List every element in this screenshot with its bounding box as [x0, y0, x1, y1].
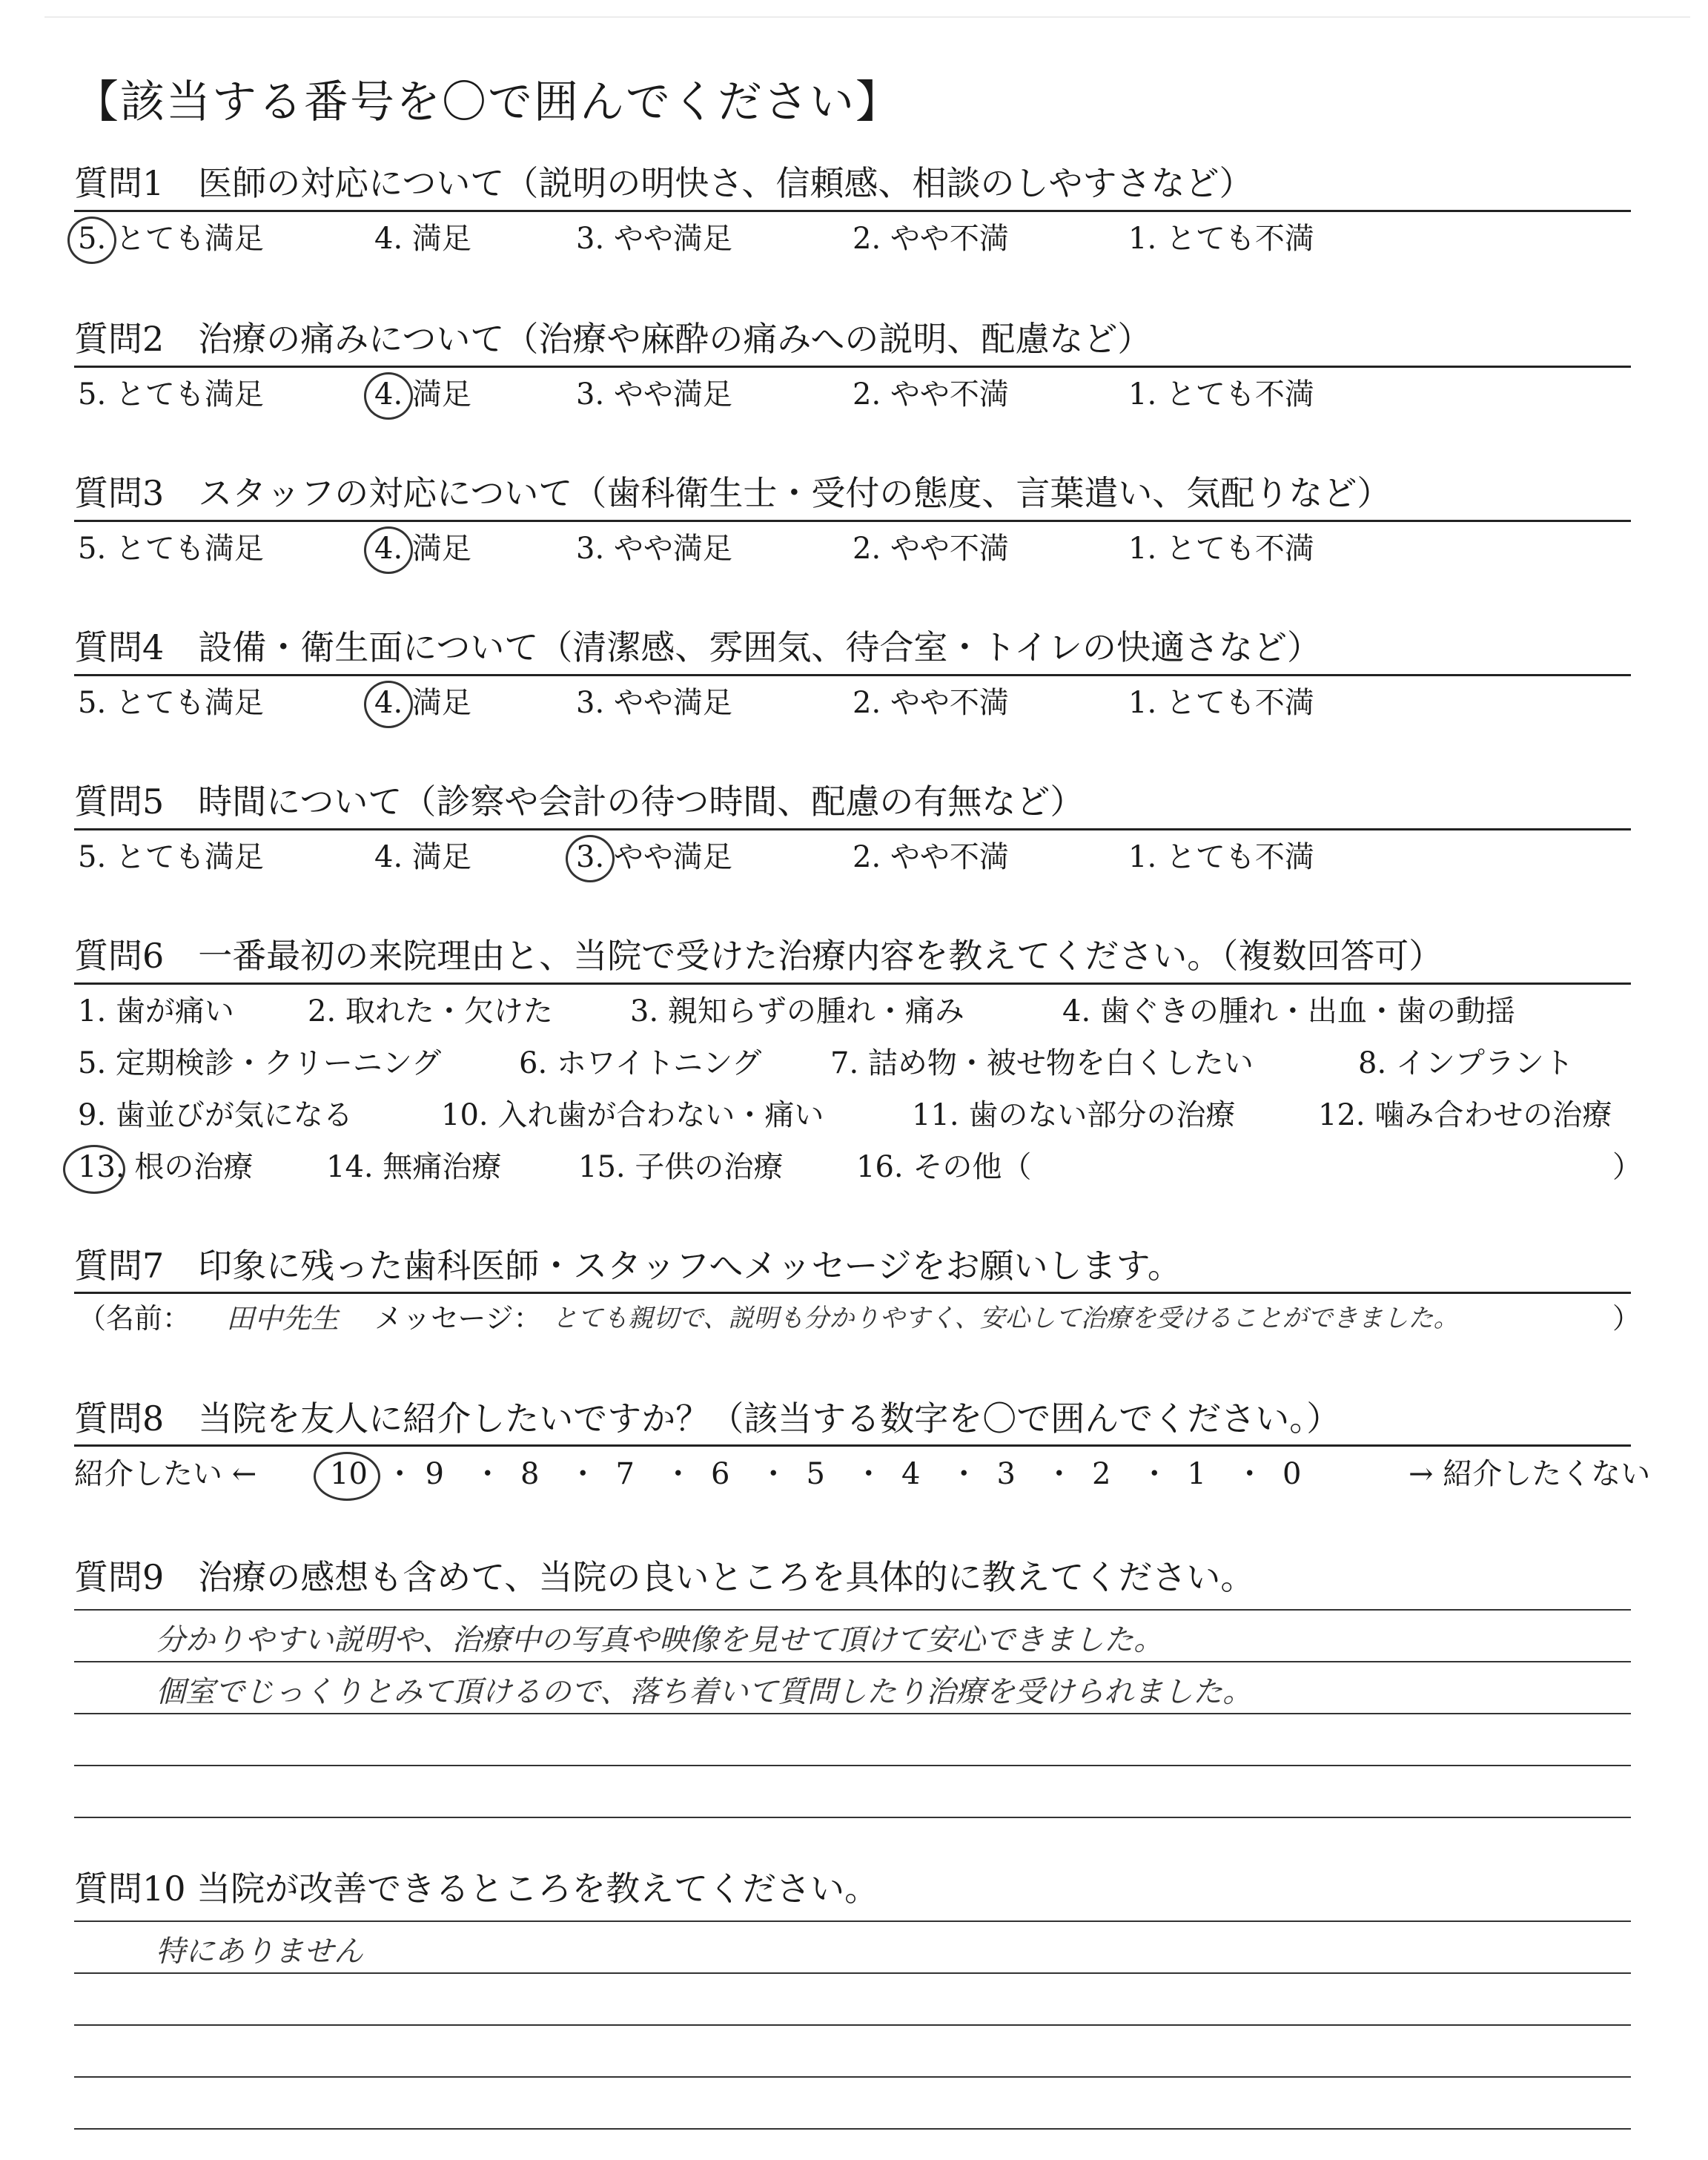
q8-scale-8[interactable]: 8 — [520, 1457, 540, 1491]
q2-option-5[interactable]: 5. とても満足 — [78, 377, 264, 412]
q3-option-3[interactable]: 3. やや満足 — [576, 532, 732, 566]
q6-option[interactable]: 2. 取れた・欠けた — [308, 994, 553, 1028]
q8-separator: ・ — [568, 1457, 598, 1491]
q8-separator: ・ — [1139, 1457, 1170, 1491]
q3-option-2[interactable]: 2. やや不満 — [853, 532, 1009, 566]
q3-rule — [74, 520, 1631, 522]
q9-answer-line — [74, 1661, 1631, 1662]
q8-rule — [74, 1444, 1631, 1447]
q3-selected-circle — [364, 526, 413, 574]
q1-option-2[interactable]: 2. やや不満 — [853, 222, 1009, 256]
q5-option-1[interactable]: 1. とても不満 — [1128, 840, 1314, 874]
q8-scale-3[interactable]: 3 — [996, 1457, 1016, 1491]
q1-option-4[interactable]: 4. 満足 — [374, 222, 471, 256]
q6-row-4 — [78, 1148, 1642, 1186]
q8-scale-7[interactable]: 7 — [615, 1457, 635, 1491]
q8-title: 質問8 当院を友人に紹介したいですか？（該当する数字を〇で囲んでください。） — [74, 1398, 1341, 1439]
q7-message-value[interactable]: とても親切で、説明も分かりやすく、安心して治療を受けることができました。 — [552, 1304, 1459, 1333]
q4-option-2[interactable]: 2. やや不満 — [853, 686, 1009, 720]
q10-title: 質問10 当院が改善できるところを教えてください。 — [74, 1869, 879, 1909]
q9-answer-line — [74, 1609, 1631, 1611]
q6-option[interactable]: 7. 詰め物・被せ物を白くしたい — [830, 1046, 1254, 1080]
q6-option[interactable]: 3. 親知らずの腫れ・痛み — [630, 994, 964, 1028]
q6-selected-circle — [63, 1145, 125, 1194]
q2-option-1[interactable]: 1. とても不満 — [1128, 377, 1314, 412]
q4-selected-circle — [364, 681, 413, 728]
q3-title-text: 質問3 スタッフの対応について（歯科衛生士・受付の態度、言葉遣い、気配りなど） — [74, 473, 1391, 513]
q9-answer-line — [74, 1817, 1631, 1818]
q1-title-text: 質問1 医師の対応について（説明の明快さ、信頼感、相談のしやすさなど） — [74, 163, 1254, 203]
q6-option[interactable]: 6. ホワイトニング — [519, 1046, 762, 1080]
q4-title — [74, 627, 1631, 667]
q5-option-4[interactable]: 4. 満足 — [374, 840, 471, 874]
q1-title — [74, 163, 1631, 203]
q1-options — [78, 219, 1635, 258]
q6-other-close-paren: ） — [1612, 1150, 1642, 1184]
q7-name-value[interactable]: 田中先生 — [226, 1302, 340, 1335]
q5-option-2[interactable]: 2. やや不満 — [853, 840, 1009, 874]
q1-option-1[interactable]: 1. とても不満 — [1128, 222, 1314, 256]
q10-answer-line — [74, 1920, 1631, 1922]
q8-scale-1[interactable]: 1 — [1187, 1457, 1206, 1491]
q2-title — [74, 319, 1631, 359]
q8-separator: ・ — [853, 1457, 884, 1491]
q1-option-5[interactable]: 5. とても満足 — [78, 222, 264, 256]
q6-option[interactable]: 9. 歯並びが気になる — [78, 1098, 353, 1132]
q4-options — [78, 684, 1635, 722]
q9-answer-text[interactable]: 個室でじっくりとみて頂けるので、落ち着いて質問したり治療を受けられました。 — [156, 1675, 1253, 1709]
q7-rule — [74, 1292, 1631, 1294]
q10-answer-line — [74, 2024, 1631, 2026]
q8-separator: ・ — [663, 1457, 693, 1491]
q6-row-1 — [78, 992, 1635, 1031]
q2-option-3[interactable]: 3. やや満足 — [576, 377, 732, 412]
q2-title-text: 質問2 治療の痛みについて（治療や麻酔の痛みへの説明、配慮など） — [74, 319, 1152, 359]
q8-separator: ・ — [949, 1457, 979, 1491]
q9-title: 質問9 治療の感想も含めて、当院の良いところを具体的に教えてください。 — [74, 1557, 1255, 1597]
q2-option-4[interactable]: 4. 満足 — [374, 377, 471, 412]
q5-rule — [74, 828, 1631, 830]
q6-option[interactable]: 1. 歯が痛い — [78, 994, 234, 1028]
q2-option-2[interactable]: 2. やや不満 — [853, 377, 1009, 412]
q8-scale-6[interactable]: 6 — [711, 1457, 730, 1491]
q4-option-1[interactable]: 1. とても不満 — [1128, 686, 1314, 720]
q8-separator: ・ — [472, 1457, 503, 1491]
scan-top-edge — [44, 16, 1690, 18]
q7-close-paren: ） — [1612, 1302, 1641, 1335]
q7-title: 質問7 印象に残った歯科医師・スタッフへメッセージをお願いします。 — [74, 1246, 1182, 1286]
q6-option[interactable]: 8. インプラント — [1358, 1046, 1574, 1080]
q7-name-label: （名前： — [78, 1302, 191, 1335]
q10-answer-line — [74, 2128, 1631, 2130]
q1-option-3[interactable]: 3. やや満足 — [576, 222, 732, 256]
q3-option-1[interactable]: 1. とても不満 — [1128, 532, 1314, 566]
q6-option[interactable]: 10. 入れ歯が合わない・痛い — [441, 1098, 824, 1132]
q8-separator: ・ — [1044, 1457, 1074, 1491]
q6-title: 質問6 一番最初の来院理由と、当院で受けた治療内容を教えてください。（複数回答可） — [74, 936, 1443, 976]
q10-answer-text[interactable]: 特にありません — [156, 1935, 363, 1969]
q4-option-3[interactable]: 3. やや満足 — [576, 686, 732, 720]
q8-scale-9[interactable]: 9 — [425, 1457, 444, 1491]
q3-option-5[interactable]: 5. とても満足 — [78, 532, 264, 566]
q6-option[interactable]: 15. 子供の治療 — [578, 1150, 784, 1184]
q8-scale-4[interactable]: 4 — [901, 1457, 921, 1491]
q1-rule — [74, 210, 1631, 212]
q6-option[interactable]: 4. 歯ぐきの腫れ・出血・歯の動揺 — [1062, 994, 1515, 1028]
q2-rule — [74, 366, 1631, 368]
q10-answer-line — [74, 1972, 1631, 1974]
q10-answer-line — [74, 2076, 1631, 2078]
q5-option-3[interactable]: 3. やや満足 — [576, 840, 732, 874]
q6-option[interactable]: 12. 噛み合わせの治療 — [1318, 1098, 1612, 1132]
q4-option-4[interactable]: 4. 満足 — [374, 686, 471, 720]
q5-selected-circle — [566, 835, 615, 882]
q9-answer-line — [74, 1765, 1631, 1766]
q6-row-2 — [78, 1044, 1635, 1083]
q8-scale-5[interactable]: 5 — [806, 1457, 825, 1491]
q8-separator: ・ — [1234, 1457, 1265, 1491]
q2-options — [78, 375, 1635, 414]
q6-rule — [74, 982, 1631, 985]
q5-option-5[interactable]: 5. とても満足 — [78, 840, 264, 874]
q5-title — [74, 782, 1631, 822]
q6-option[interactable]: 16. その他（ — [856, 1150, 1032, 1184]
q4-rule — [74, 674, 1631, 676]
q8-separator: ・ — [385, 1457, 415, 1491]
q4-option-5[interactable]: 5. とても満足 — [78, 686, 264, 720]
q7-message-label: メッセージ： — [374, 1302, 542, 1335]
q5-options — [78, 838, 1635, 876]
q6-option[interactable]: 14. 無痛治療 — [326, 1150, 502, 1184]
q8-right-label: → 紹介したくない — [1409, 1457, 1651, 1491]
q2-selected-circle — [364, 372, 413, 420]
q5-title-text: 質問5 時間について（診察や会計の待つ時間、配慮の有無など） — [74, 782, 1085, 822]
q8-selected-circle — [314, 1452, 380, 1501]
q3-option-4[interactable]: 4. 満足 — [374, 532, 471, 566]
q8-separator: ・ — [758, 1457, 789, 1491]
q6-option[interactable]: 11. 歯のない部分の治療 — [912, 1098, 1236, 1132]
q8-scale — [74, 1453, 1651, 1495]
q6-option[interactable]: 5. 定期検診・クリーニング — [78, 1046, 442, 1080]
form-title: 【該当する番号を〇で囲んでください】 — [74, 76, 901, 128]
q8-scale-10[interactable]: 10 — [330, 1457, 368, 1491]
q3-title — [74, 473, 1631, 513]
q9-answer-text[interactable]: 分かりやすい説明や、治療中の写真や映像を見せて頂けて安心できました。 — [156, 1623, 1164, 1657]
q4-title-text: 質問4 設備・衛生面について（清潔感、雰囲気、待合室・トイレの快適さなど） — [74, 627, 1322, 667]
q7-message-row — [78, 1299, 1641, 1338]
q6-row-3 — [78, 1096, 1635, 1135]
q3-options — [78, 529, 1635, 568]
q8-scale-2[interactable]: 2 — [1092, 1457, 1111, 1491]
q8-left-label: 紹介したい ← — [74, 1457, 257, 1491]
q9-answer-line — [74, 1713, 1631, 1714]
q1-selected-circle — [67, 217, 116, 264]
q6-option[interactable]: 13. 根の治療 — [78, 1150, 254, 1184]
q8-scale-0[interactable]: 0 — [1282, 1457, 1302, 1491]
